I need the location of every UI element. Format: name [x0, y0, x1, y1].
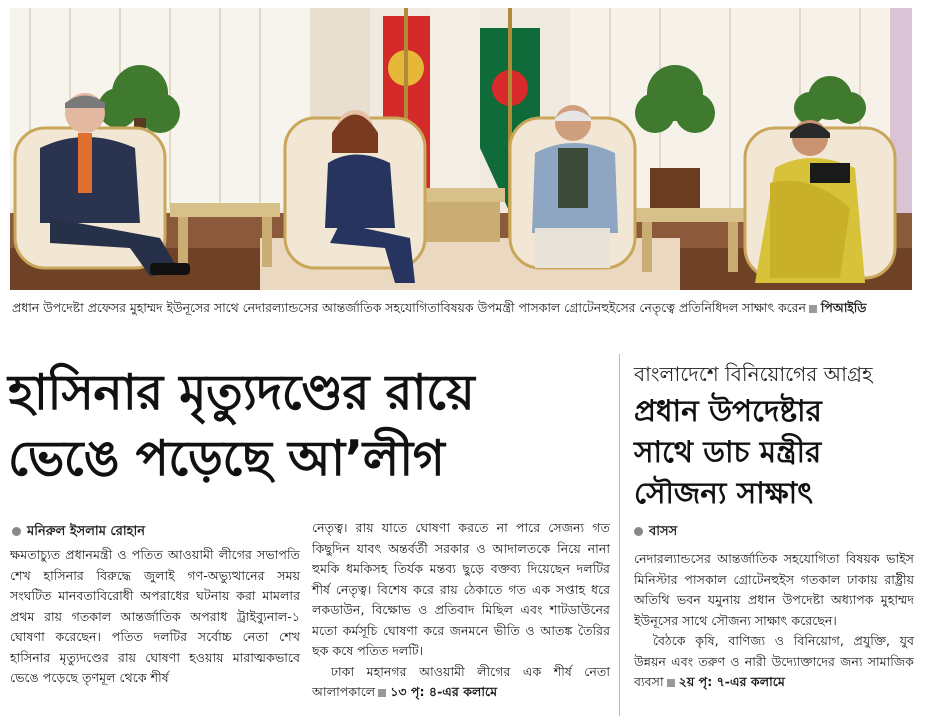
side-headline-line-3: সৌজন্য সাক্ষাৎ: [634, 476, 813, 510]
meeting-photo-illustration: [10, 8, 912, 290]
side-story-paragraph: নেদারল্যান্ডসের আন্তর্জাতিক সহযোগিতা বিষয়ক ভাইস মিনিস্টার পাসকাল গ্রোটেনহুইস গতকাল ঢাকায় রাষ্ট্রীয় অতিথি ভবন যমুনায় প্রধান উপদেষ্টা অধ্যাপক মুহাম্মদ ইউনূসের সাথে সৌজন্য সাক্ষাৎ করেছেন।: [634, 551, 914, 628]
main-story-byline: [12, 522, 145, 543]
main-headline[interactable]: [8, 360, 613, 492]
side-story-continued-text: বৈঠকে কৃষি, বাণিজ্য ও বিনিয়োগ, প্রযুক্তি, যুব উন্নয়ন এবং তরুণ ও নারী উদ্যোক্তাদের জন্য সামাজিক ব্যবসা: [634, 633, 914, 689]
main-story-column-2: [312, 518, 610, 703]
photo-caption: [12, 298, 912, 318]
main-story-paragraph-2: [312, 662, 610, 703]
photo-credit: পিআইডি: [820, 300, 867, 315]
side-story-jump-link[interactable]: ২য় পৃ: ৭-এর কলামে: [678, 674, 785, 689]
side-story-column: [634, 549, 914, 693]
main-headline-line-1: হাসিনার মৃত্যুদণ্ডের রায়ে: [8, 364, 475, 421]
square-bullet-icon: [378, 689, 386, 697]
side-headline-line-2: সাথে ডাচ মন্ত্রীর: [634, 435, 822, 469]
bullet-icon: [634, 527, 643, 536]
column-divider: [619, 354, 620, 716]
main-story-continued-text: ঢাকা মহানগর আওয়ামী লীগের এক শীর্ষ নেতা আলাপকালে: [312, 663, 610, 699]
square-bullet-icon: [809, 305, 817, 313]
side-byline-name: বাসস: [649, 524, 678, 539]
main-story-paragraph: নেতৃত্ব। রায় যাতে ঘোষণা করতে না পারে সেজন্য গত কিছুদিন যাবৎ অন্তর্বর্তী সরকার ও আদালতকে নিয়ে নানা হুমকি ধমকিসহ তির্যক মন্তব্য ছুড়ে বক্তব্য দিয়েছেন দলটির শীর্ষ নেতৃত্ব। বিশেষ করে রায় ঠেকাতে গত এক সপ্তাহ ধরে লকডাউন, বিক্ষোভ ও প্রতিবাদ মিছিল এবং শাটডাউনের মতো কর্মসূচি ঘোষণা করে জনমনে ভীতি ও আতঙ্ক তৈরির ছক কষে পতিত দলটি।: [312, 520, 610, 658]
side-headline-line-1: প্রধান উপদেষ্টার: [634, 394, 822, 428]
main-byline-name: মনিরুল ইসলাম রোহান: [27, 524, 145, 539]
main-story-column-1: [10, 545, 300, 689]
main-story-paragraph: ক্ষমতাচ্যুত প্রধানমন্ত্রী ও পতিত আওয়ামী লীগের সভাপতি শেখ হাসিনার বিরুদ্ধে জুলাই গণ-অভ্যুত্থানের সময় সংঘটিত মানবতাবিরোধী অপরাধের ঘটনায় করা মামলার প্রথম রায় গতকাল আন্তর্জাতিক অপরাধ ট্রাইব্যুনাল-১ ঘোষণা করেছেন। পতিত দলটির সর্বোচ্চ নেতা শেখ হাসিনার মৃত্যুদণ্ডের রায় ঘোষণা হওয়ায় মারাত্মকভাবে ভেঙে পড়েছে তৃণমূল থেকে শীর্ষ: [10, 547, 300, 685]
bullet-icon: [12, 527, 21, 536]
side-story-byline: [634, 522, 677, 543]
news-photo: [10, 8, 912, 290]
side-story-headline[interactable]: [634, 391, 919, 514]
side-story-kicker: বাংলাদেশে বিনিয়োগের আগ্রহ: [634, 362, 873, 386]
caption-text: প্রধান উপদেষ্টা প্রফেসর মুহাম্মদ ইউনূসের সাথে নেদারল্যান্ডসের আন্তর্জাতিক সহযোগিতাবিষয়ক উপমন্ত্রী পাসকাল গ্রোটেনহুইসের নেতৃত্বে প্রতিনিধিদল সাক্ষাৎ করেন: [12, 300, 806, 315]
side-story-paragraph-2: [634, 631, 914, 693]
main-headline-line-2: ভেঙে পড়েছে আ’লীগ: [8, 430, 445, 487]
main-story-jump-link[interactable]: ১৩ পৃ: ৪-এর কলামে: [390, 684, 498, 699]
square-bullet-icon: [667, 679, 675, 687]
